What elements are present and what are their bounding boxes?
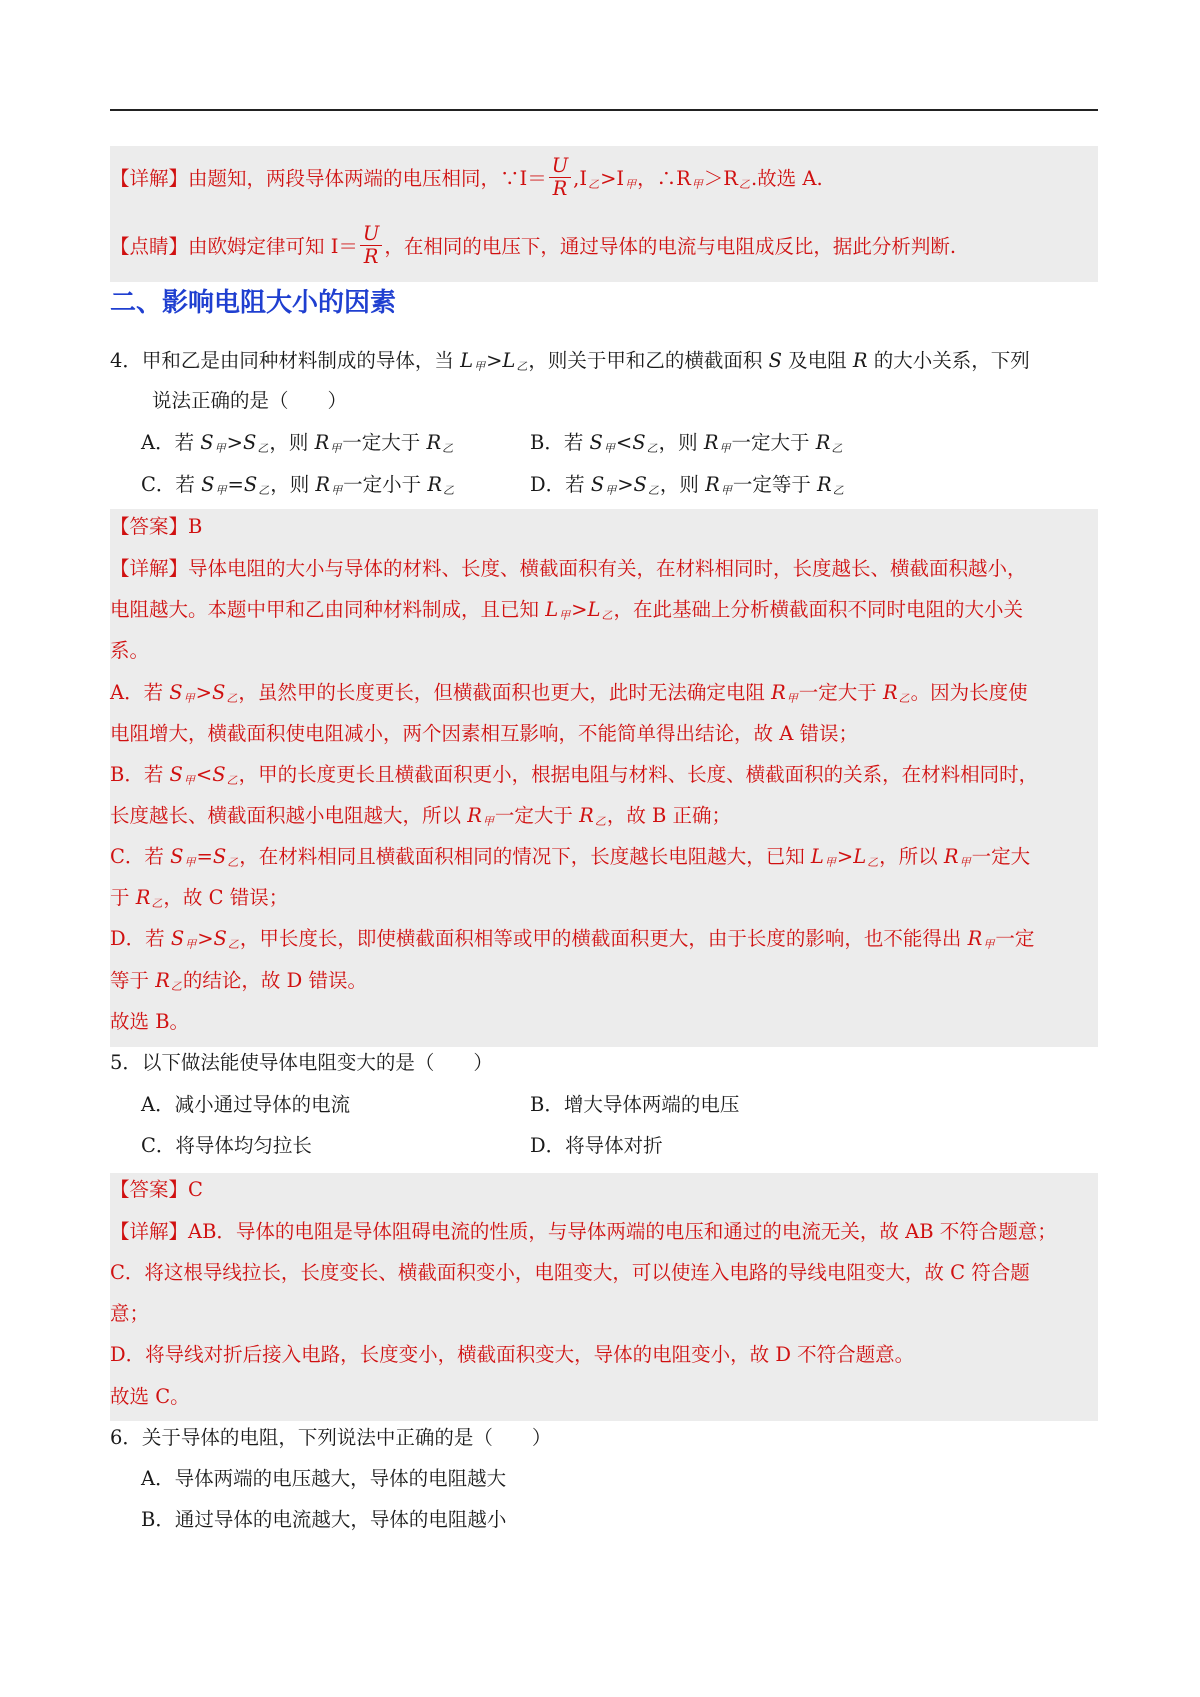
detail-text: ，甲长度长，即使横截面积相等或甲的横截面积更大，由于长度的影响，也不能得出 (239, 927, 962, 950)
op: > (195, 681, 212, 704)
q4-option-b[interactable] (530, 428, 843, 464)
q4-option-c[interactable] (141, 470, 455, 506)
var: L (810, 845, 824, 868)
var: S (200, 431, 214, 454)
subscript: 乙 (227, 938, 239, 951)
detail-text: >I (600, 167, 625, 190)
subscript: 甲 (625, 178, 637, 191)
subscript: 甲 (214, 442, 226, 455)
detail-text: ，所以 (879, 845, 938, 868)
var: R (426, 431, 442, 454)
detail-text: 于 (110, 886, 130, 909)
var: L (502, 349, 516, 372)
q4-detail-line2 (110, 595, 1023, 631)
detail-text: .故选 A. (750, 167, 823, 190)
q5-final: 故选 C。 (110, 1385, 190, 1408)
q4-option-d[interactable] (530, 470, 845, 506)
var: R (705, 473, 720, 496)
option-text: ，则 (270, 473, 310, 496)
var: R (815, 431, 831, 454)
q4-b-line1 (110, 760, 1038, 796)
subscript: 乙 (516, 360, 528, 373)
option-text: 一定大于 (731, 431, 810, 454)
var: R (882, 681, 898, 704)
detail-text: B．若 (110, 763, 164, 786)
detail-text: 一定大于 (494, 804, 573, 827)
option-text: ，则 (269, 431, 309, 454)
q3-tip-line (110, 222, 957, 270)
subscript: 甲 (983, 938, 995, 951)
q4-a-line1 (110, 678, 1028, 714)
detail-text: ，甲的长度更长且横截面积更小，根据电阻与材料、长度、横截面积的关系，在材料相同时， (238, 763, 1039, 786)
q4-final: 故选 B。 (110, 1010, 190, 1033)
frac-numerator: U (360, 223, 382, 246)
q6-option-a[interactable]: A．导体两端的电压越大，导体的电阻越大 (141, 1467, 507, 1490)
var: R (943, 845, 959, 868)
op: > (197, 927, 214, 950)
subscript: 甲 (559, 609, 571, 622)
detail-text: C．若 (110, 845, 164, 868)
subscript: 甲 (331, 484, 343, 497)
detail-text: ，在此基础上分析横截面积不同时电阻的大小关 (613, 598, 1023, 621)
q5-option-b[interactable]: B．增大导体两端的电压 (530, 1093, 740, 1116)
detail-text: 。因为长度使 (910, 681, 1028, 704)
frac-numerator: U (549, 155, 571, 178)
subscript: 甲 (184, 856, 196, 869)
header-rule (110, 109, 1098, 111)
var: R (315, 473, 331, 496)
subscript: 甲 (691, 178, 703, 191)
option-text: 一定等于 (732, 473, 811, 496)
op: < (615, 431, 633, 454)
op: > (486, 349, 503, 372)
option-label: D．若 (530, 473, 585, 496)
q5-detail-line2: C．将这根导线拉长，长度变长、横截面积变小，电阻变大，可以使连入电路的导线电阻变大，故 C 符合题 (110, 1261, 1030, 1284)
var: S (590, 473, 605, 496)
q4-d-line2 (110, 966, 367, 1002)
subscript: 甲 (719, 442, 731, 455)
subscript: 甲 (824, 856, 836, 869)
subscript: 乙 (258, 484, 270, 497)
option-label: A．若 (141, 431, 195, 454)
ohm-fraction (360, 223, 382, 268)
detail-text: 一定 (995, 927, 1035, 950)
var: R (467, 804, 482, 827)
subscript: 甲 (482, 815, 494, 828)
subscript: 乙 (738, 178, 750, 191)
tip-text: ，在相同的电压下，通过导体的电流与电阻成反比，据此分析判断. (384, 235, 957, 258)
op: < (195, 763, 213, 786)
q4-option-a[interactable] (141, 428, 454, 464)
op: > (226, 431, 243, 454)
stem-text: 的大小关系，下列 (873, 349, 1030, 372)
subscript: 甲 (720, 484, 732, 497)
subscript: 乙 (151, 897, 163, 910)
var: R (155, 969, 170, 992)
subscript: 乙 (442, 442, 454, 455)
tip-text: 由欧姆定律可知 I＝ (188, 235, 358, 258)
option-text: 一定大于 (342, 431, 421, 454)
option-text: ，则 (658, 431, 698, 454)
q4-b-line2 (110, 801, 731, 837)
op: = (227, 473, 244, 496)
subscript: 乙 (227, 856, 239, 869)
detail-text: ，故 C 错误； (163, 886, 289, 909)
subscript: 甲 (605, 484, 617, 497)
tip-tag: 【点睛】 (110, 235, 189, 258)
detail-text: ，虽然甲的长度更长，但横截面积也更大，此时无法确定电阻 (238, 681, 765, 704)
detail-text: ，在材料相同且横截面积相同的情况下，长度越长电阻越大，已知 (239, 845, 805, 868)
var: S (169, 763, 183, 786)
subscript: 乙 (601, 609, 613, 622)
subscript: 乙 (257, 442, 269, 455)
q5-option-a[interactable]: A．减小通过导体的电流 (141, 1093, 351, 1116)
subscript: 甲 (474, 360, 486, 373)
q4-answer: 【答案】B (110, 515, 203, 538)
subscript: 甲 (603, 442, 615, 455)
var: L (587, 598, 601, 621)
q5-detail-line3: 意； (110, 1302, 150, 1325)
q6-stem: 6．关于导体的电阻，下列说法中正确的是（ ） (110, 1426, 552, 1449)
frac-denominator: R (363, 245, 379, 268)
stem-text: ，则关于甲和乙的横截面积 (528, 349, 763, 372)
detail-text: 导体电阻的大小与导体的材料、长度、横截面积有关，在材料相同时，长度越长、横截面积越小， (188, 557, 1027, 580)
subscript: 甲 (786, 692, 798, 705)
var: R (427, 473, 442, 496)
var: L (545, 598, 559, 621)
var: L (853, 845, 867, 868)
detail-text: 电阻越大。本题中甲和乙由同种材料制成，且已知 (110, 598, 540, 621)
var: R (817, 473, 832, 496)
subscript: 乙 (867, 856, 879, 869)
var: S (213, 927, 227, 950)
var: S (212, 681, 226, 704)
q4-stem (110, 346, 1030, 382)
op: > (617, 473, 634, 496)
var: R (967, 927, 983, 950)
q4-detail-line3: 系。 (110, 639, 150, 662)
var: S (212, 845, 227, 868)
q5-answer: 【答案】C (110, 1178, 203, 1201)
q4-stem-line2: 说法正确的是（ ） (152, 389, 348, 412)
detail-text: D．若 (110, 927, 165, 950)
q5-answer-box (110, 1173, 1098, 1421)
q5-detail-line1: 【详解】AB．导体的电阻是导体阻碍电流的性质，与导体两端的电压和通过的电流无关，故 AB 不符合题意； (110, 1220, 1057, 1243)
option-label: C．若 (141, 473, 195, 496)
detail-text: ，∴R (637, 167, 691, 190)
var: S (243, 431, 257, 454)
option-label: B．若 (530, 431, 584, 454)
detail-text: 的结论，故 D 错误。 (182, 969, 367, 992)
subscript: 甲 (183, 774, 195, 787)
detail-text: A．若 (110, 681, 164, 704)
subscript: 乙 (647, 484, 659, 497)
var: R (852, 349, 868, 372)
subscript: 乙 (588, 178, 600, 191)
subscript: 乙 (226, 774, 238, 787)
subscript: 甲 (959, 856, 971, 869)
detail-tag: 【详解】 (110, 557, 189, 580)
subscript: 甲 (185, 938, 197, 951)
detail-text: ，故 B 正确； (606, 804, 732, 827)
q5-option-c[interactable]: C．将导体均匀拉长 (141, 1134, 312, 1157)
var: R (135, 886, 151, 909)
detail-text: 一定大 (971, 845, 1031, 868)
q4-a-line2: 电阻增大，横截面积使电阻减小，两个因素相互影响，不能简单得出结论，故 A 错误； (110, 722, 858, 745)
q4-c-line1 (110, 842, 1030, 878)
subscript: 乙 (443, 484, 454, 497)
subscript: 乙 (594, 815, 606, 828)
var: S (632, 431, 646, 454)
subscript: 甲 (183, 692, 195, 705)
var: S (589, 431, 603, 454)
op: > (836, 845, 854, 868)
q5-detail-line4: D．将导线对折后接入电路，长度变小，横截面积变大，导体的电阻变小，故 D 不符合题意。 (110, 1343, 915, 1366)
section-heading: 二、影响电阻大小的因素 (110, 288, 397, 318)
detail-text: ＞R (703, 167, 738, 190)
var: R (771, 681, 786, 704)
detail-text: 一定大于 (798, 681, 877, 704)
q4-c-line2 (110, 883, 288, 919)
op: > (571, 598, 588, 621)
ohm-fraction (549, 155, 571, 200)
q6-option-b[interactable]: B．通过导体的电流越大，导体的电阻越小 (141, 1508, 507, 1531)
subscript: 甲 (330, 442, 342, 455)
var: S (243, 473, 258, 496)
var: S (768, 349, 782, 372)
var: S (633, 473, 647, 496)
var: S (201, 473, 215, 496)
op: = (196, 845, 213, 868)
subscript: 乙 (170, 980, 182, 993)
detail-text: 长度越长、横截面积越小电阻越大，所以 (110, 804, 462, 827)
option-text: 一定小于 (343, 473, 422, 496)
subscript: 乙 (226, 692, 238, 705)
detail-text: 等于 (110, 969, 150, 992)
var: R (314, 431, 330, 454)
detail-text: ,I (573, 167, 588, 190)
q5-stem: 5．以下做法能使导体电阻变大的是（ ） (110, 1051, 493, 1074)
detail-tag: 【详解】 (110, 167, 189, 190)
q3-detail-line (110, 154, 823, 202)
detail-text: 由题知，两段导体两端的电压相同，∵I＝ (188, 167, 547, 190)
var: L (460, 349, 474, 372)
subscript: 乙 (831, 442, 843, 455)
frac-denominator: R (552, 177, 568, 200)
option-text: ，则 (659, 473, 699, 496)
var: S (212, 763, 226, 786)
subscript: 乙 (832, 484, 844, 497)
subscript: 乙 (646, 442, 658, 455)
var: S (170, 927, 185, 950)
q4-d-line1 (110, 924, 1034, 960)
q4-detail-line1 (110, 554, 1027, 584)
var: R (703, 431, 719, 454)
subscript: 甲 (215, 484, 227, 497)
var: S (169, 681, 183, 704)
var: R (579, 804, 594, 827)
var: S (170, 845, 184, 868)
stem-text: 4．甲和乙是由同种材料制成的导体，当 (110, 349, 454, 372)
q5-option-d[interactable]: D．将导体对折 (530, 1134, 663, 1157)
subscript: 乙 (898, 692, 910, 705)
stem-text: 及电阻 (788, 349, 847, 372)
